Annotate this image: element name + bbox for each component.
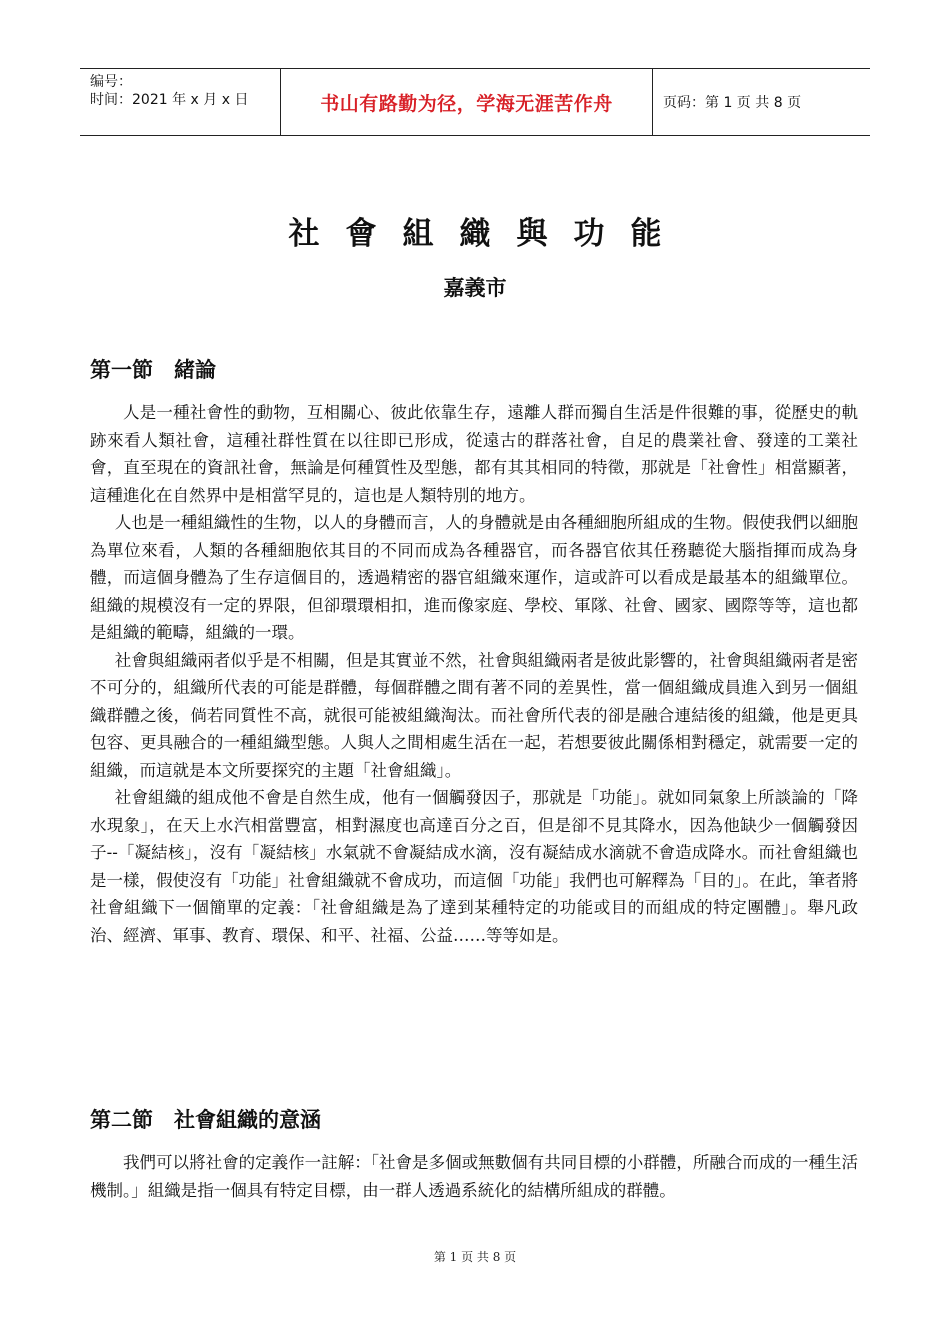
section-heading-1: 第一節 緒論 [90,358,216,382]
header-meta [80,69,281,135]
paragraph: 社會組織的組成他不會是自然生成，他有一個觸發因子，那就是「功能」。就如同氣象上所談論的「降水現象」，在天上水汽相當豐富，相對濕度也高達百分之百，但是卻不見其降水，因為他缺少一個觸發因子--「凝結核」，沒有「凝結核」水氣就不會凝結成水滴，沒有凝結成水滴就不會造成降水。而社會組織也是一樣，假使沒有「功能」社會組織就不會成功，而這個「功能」我們也可解釋為「目的」。在此，筆者將社會組織下一個簡單的定義：「社會組織是為了達到某種特定的功能或目的而組成的特定團體」。舉凡政治、經濟、軍事、教育、環保、和平、社福、公益……等等如是。 [90,788,858,945]
section-1-body [90,399,858,949]
paragraph: 我們可以將社會的定義作一註解：「社會是多個或無數個有共同目標的小群體，所融合而成的一種生活機制。」組織是指一個具有特定目標，由一群人透過系統化的結構所組成的群體。 [90,1153,858,1200]
header-motto: 书山有路勤为径，学海无涯苦作舟 [281,69,653,135]
paragraph: 人是一種社會性的動物，互相關心、彼此依靠生存，遠離人群而獨自生活是件很難的事，從歷史的軌跡來看人類社會，這種社群性質在以往即已形成，從遠古的群落社會，自足的農業社會、發達的工業社會，直至現在的資訊社會，無論是何種質性及型態，都有其其相同的特徵，那就是「社會性」相當顯著，這種進化在自然界中是相當罕見的，這也是人類特別的地方。 [90,403,858,505]
section-heading-2: 第二節 社會組織的意涵 [90,1108,321,1132]
section-2-body [90,1149,858,1204]
paragraph: 人也是一種組織性的生物，以人的身體而言，人的身體就是由各種細胞所組成的生物。假使我們以細胞為單位來看，人類的各種細胞依其目的不同而成為各種器官，而各器官依其任務聽從大腦指揮而成為身體，而這個身體為了生存這個目的，透過精密的器官組織來運作，這或許可以看成是最基本的組織單位。組織的規模沒有一定的界限，但卻環環相扣，進而像家庭、學校、軍隊、社會、國家、國際等等，這也都是組織的範疇，組織的一環。 [90,513,858,642]
paragraph: 社會與組織兩者似乎是不相關，但是其實並不然，社會與組織兩者是彼此影響的，社會與組織兩者是密不可分的，組織所代表的可能是群體，每個群體之間有著不同的差異性，當一個組織成員進入到另一個組織群體之後，倘若同質性不高，就很可能被組織淘汰。而社會所代表的卻是融合連結後的組織，他是更具包容、更具融合的一種組織型態。人與人之間相處生活在一起，若想要彼此關係相對穩定，就需要一定的組織，而這就是本文所要探究的主題「社會組織」。 [90,650,858,780]
header-page-code: 页码：第 1 页 共 8 页 [663,95,802,111]
document-header [80,68,870,136]
document-subtitle: 嘉義市 [443,276,507,300]
time-label: 时间：2021 年 x 月 x 日 [90,92,249,108]
page-footer: 第 1 页 共 8 页 [433,1250,517,1264]
document-title: 社會組織與功能 [288,216,688,252]
number-label: 编号： [90,74,132,90]
